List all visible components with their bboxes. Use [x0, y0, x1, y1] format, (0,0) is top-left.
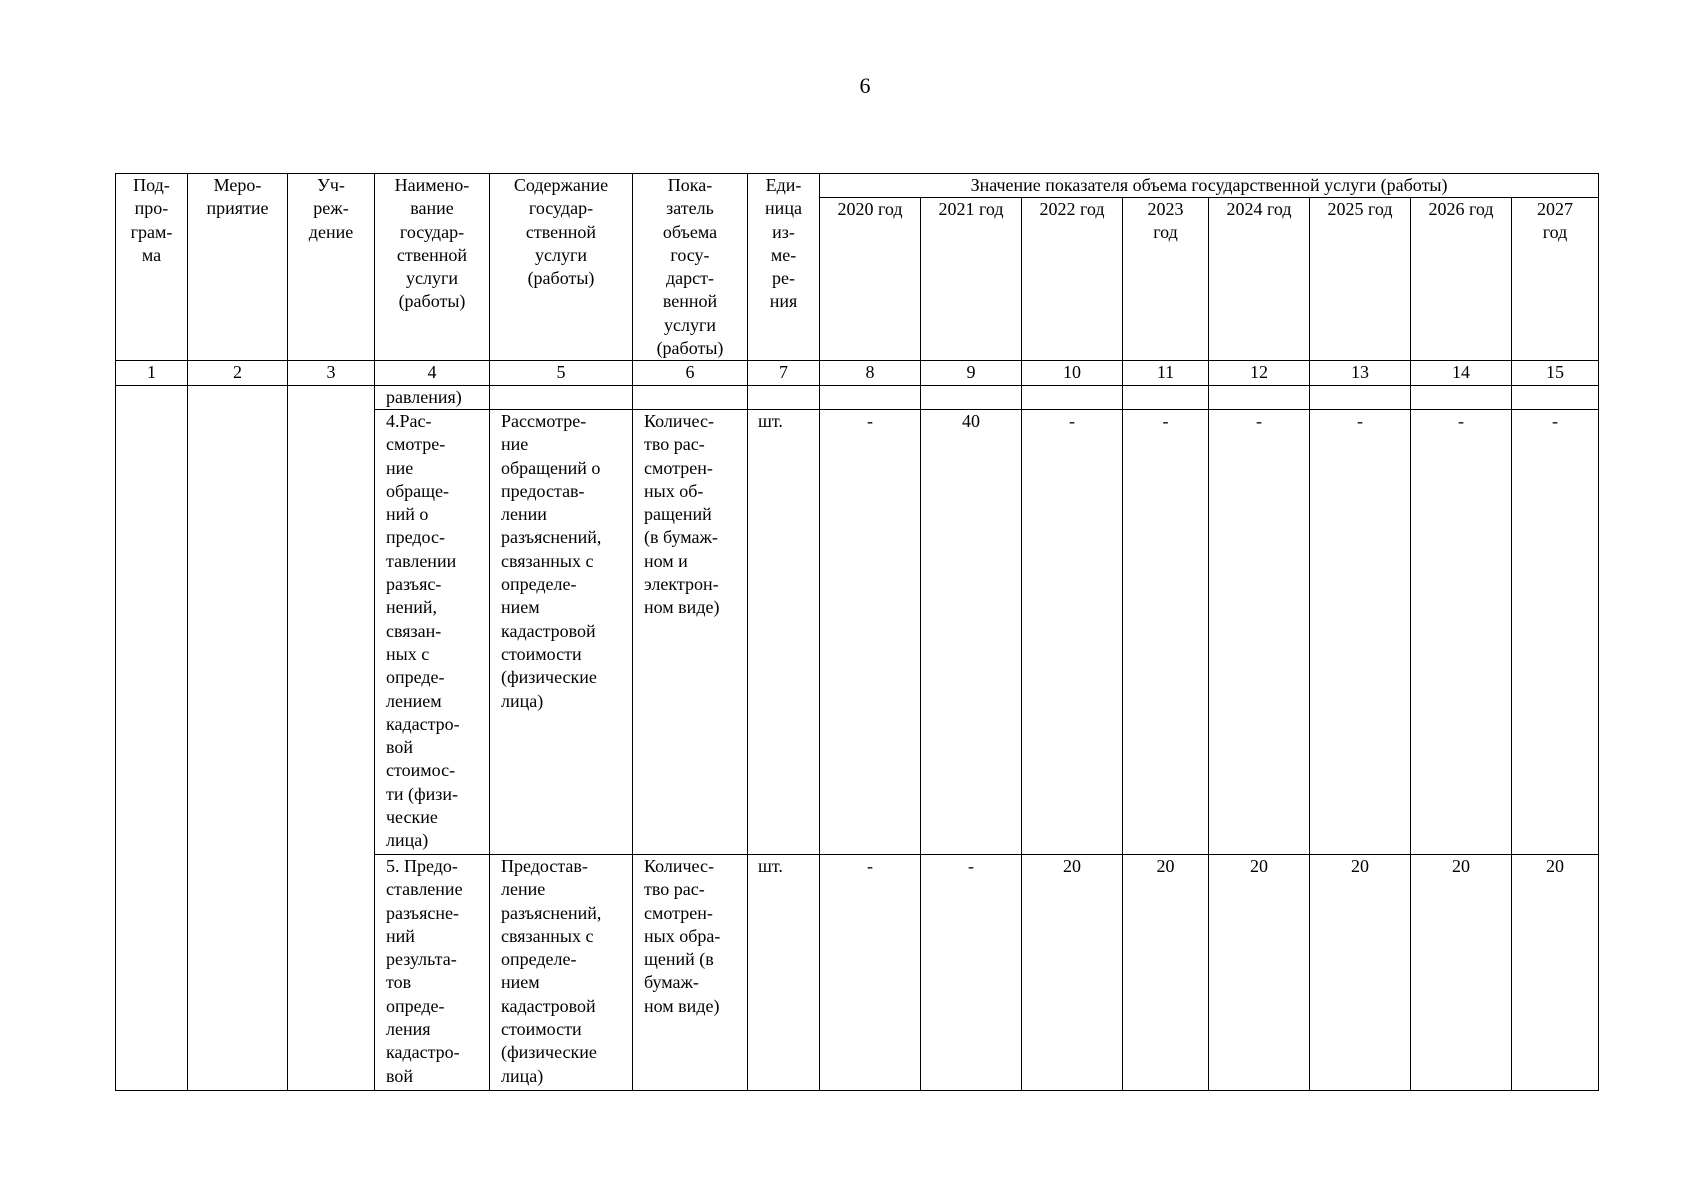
empty-cell [748, 385, 820, 409]
value-2025: - [1310, 409, 1411, 854]
empty-cell [1512, 385, 1599, 409]
value-2027: - [1512, 409, 1599, 854]
column-number: 6 [633, 361, 748, 385]
empty-cell [1123, 385, 1209, 409]
column-number: 5 [490, 361, 633, 385]
column-number: 13 [1310, 361, 1411, 385]
service-content: Предостав- ление разъяснений, связанных с определе- нием кадастровой стоимости (физические лица) [490, 854, 633, 1090]
service-volume-table [115, 173, 1599, 1091]
value-2025: 20 [1310, 854, 1411, 1090]
header-service-name: Наимено- вание государ- ственной услуги (работы) [375, 174, 490, 361]
measure-cell [188, 385, 288, 1090]
service-name: 5. Предо- ставление разъясне- ний результа- тов опреде- ления кадастро- вой [375, 854, 490, 1090]
value-2021: - [921, 854, 1022, 1090]
empty-cell [820, 385, 921, 409]
column-number: 3 [288, 361, 375, 385]
service-content: Рассмотре- ние обращений о предостав- лении разъяснений, связанных с определе- нием кадастровой стоимости (физические лица) [490, 409, 633, 854]
header-measure: Меро- приятие [188, 174, 288, 361]
column-numbers-row [116, 361, 1599, 385]
header-volume-indicator: Пока- затель объема госу- дарст- венной услуги (работы) [633, 174, 748, 361]
empty-cell [490, 385, 633, 409]
subprogram-cell [116, 385, 188, 1090]
value-2022: 20 [1022, 854, 1123, 1090]
header-year-2023: 2023 год [1123, 198, 1209, 361]
value-2020: - [820, 409, 921, 854]
column-number: 14 [1411, 361, 1512, 385]
column-number: 1 [116, 361, 188, 385]
value-2022: - [1022, 409, 1123, 854]
header-year-2027: 2027 год [1512, 198, 1599, 361]
continuation-row [116, 385, 1599, 409]
value-2023: 20 [1123, 854, 1209, 1090]
header-year-2024: 2024 год [1209, 198, 1310, 361]
institution-cell [288, 385, 375, 1090]
value-2027: 20 [1512, 854, 1599, 1090]
column-number: 11 [1123, 361, 1209, 385]
header-year-2022: 2022 год [1022, 198, 1123, 361]
continuation-text: равления) [375, 385, 490, 409]
page-number: 6 [859, 73, 871, 98]
header-year-2020: 2020 год [820, 198, 921, 361]
value-2024: - [1209, 409, 1310, 854]
header-year-2025: 2025 год [1310, 198, 1411, 361]
service-name: 4.Рас- смотре- ние обраще- ний о предос- тавлении разъяс- нений, связан- ных с опреде- лением кадастро- вой стоимос- ти (физи- ческие лица) [375, 409, 490, 854]
header-unit: Еди- ница из- ме- ре- ния [748, 174, 820, 361]
header-subprogram: Под- про- грам- ма [116, 174, 188, 361]
volume-indicator: Количес- тво рас- смотрен- ных обра- щений (в бумаж- ном виде) [633, 854, 748, 1090]
column-number: 8 [820, 361, 921, 385]
unit: шт. [748, 409, 820, 854]
header-service-content: Содержание государ- ственной услуги (работы) [490, 174, 633, 361]
column-number: 10 [1022, 361, 1123, 385]
value-2026: - [1411, 409, 1512, 854]
value-2023: - [1123, 409, 1209, 854]
header-year-2026: 2026 год [1411, 198, 1512, 361]
empty-cell [1411, 385, 1512, 409]
unit: шт. [748, 854, 820, 1090]
column-number: 7 [748, 361, 820, 385]
empty-cell [1310, 385, 1411, 409]
column-number: 2 [188, 361, 288, 385]
column-number: 15 [1512, 361, 1599, 385]
column-number: 4 [375, 361, 490, 385]
header-year-2021: 2021 год [921, 198, 1022, 361]
header-indicator-values-group: Значение показателя объема государственной услуги (работы) [820, 174, 1599, 198]
volume-indicator: Количес- тво рас- смотрен- ных об- ращений (в бумаж- ном и электрон- ном виде) [633, 409, 748, 854]
empty-cell [633, 385, 748, 409]
value-2026: 20 [1411, 854, 1512, 1090]
column-number: 9 [921, 361, 1022, 385]
empty-cell [1022, 385, 1123, 409]
empty-cell [921, 385, 1022, 409]
column-number: 12 [1209, 361, 1310, 385]
value-2021: 40 [921, 409, 1022, 854]
value-2020: - [820, 854, 921, 1090]
empty-cell [1209, 385, 1310, 409]
value-2024: 20 [1209, 854, 1310, 1090]
header-institution: Уч- реж- дение [288, 174, 375, 361]
